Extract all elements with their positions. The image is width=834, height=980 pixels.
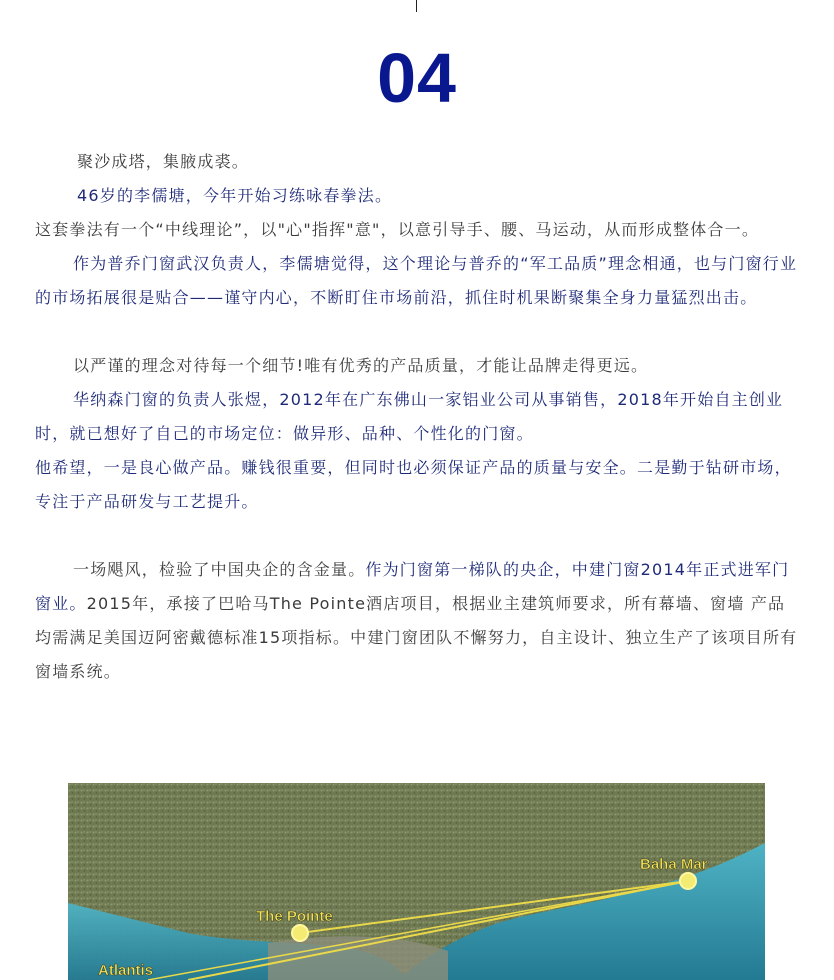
marker-baha-mar — [680, 873, 696, 889]
paragraph-3: 这套拳法有一个“中线理论”，以"心"指挥"意"，以意引导手、腰、马运动，从而形成整体合一。 — [35, 220, 760, 239]
marker-the-pointe — [292, 925, 308, 941]
paragraph-1: 聚沙成塔，集腋成裘。 — [77, 152, 250, 171]
label-the-pointe: The Pointe — [256, 908, 333, 925]
article-body — [35, 145, 800, 689]
paragraph-spacer — [35, 519, 800, 553]
satellite-map-image — [68, 783, 765, 980]
paragraph-8-lead: 一场飓风，检验了中国央企的含金量。 — [73, 560, 366, 579]
paragraph-7: 他希望，一是良心做产品。赚钱很重要，但同时也必须保证产品的质量与安全。二是勤于钻研市场，专注于产品研发与工艺提升。 — [35, 458, 792, 511]
paragraph-8 — [35, 553, 800, 689]
paragraph-6-text: 华纳森门窗的负责人张煜，2012年在广东佛山一家铝业公司从事销售，2018年开始自主创业时，就已想好了自己的市场定位：做异形、品种、个性化的门窗。 — [35, 390, 784, 443]
section-number: 04 — [377, 39, 457, 117]
label-atlantis: Atlantis — [98, 962, 154, 979]
paragraph-5: 以严谨的理念对待每一个细节!唯有优秀的产品质量，才能让品牌走得更远。 — [73, 356, 649, 375]
top-divider-line — [416, 0, 417, 12]
paragraph-4: 作为普乔门窗武汉负责人，李儒塘觉得，这个理论与普乔的“军工品质”理念相通，也与门窗行业的市场拓展很是贴合——谨守内心，不断盯住市场前沿，抓住时机果断聚集全身力量猛烈出击。 — [35, 254, 798, 307]
label-baha-mar: Baha Mar — [640, 856, 708, 873]
paragraph-2: 46岁的李儒塘，今年开始习练咏春拳法。 — [77, 186, 393, 205]
paragraph-8-highlight: 作为门窗第一梯队的央企，中建门窗2014年正式进军门窗业。 — [35, 560, 790, 613]
paragraph-8-rest: 2015年，承接了巴哈马The Pointe酒店项目，根据业主建筑师要求，所有幕墙、窗墙 产品均需满足美国迈阿密戴德标准15项指标。中建门窗团队不懈努力，自主设计、独立生产了该项目所有窗墙系统。 — [35, 594, 798, 681]
paragraph-spacer — [35, 315, 800, 349]
paragraph-6 — [35, 383, 800, 451]
